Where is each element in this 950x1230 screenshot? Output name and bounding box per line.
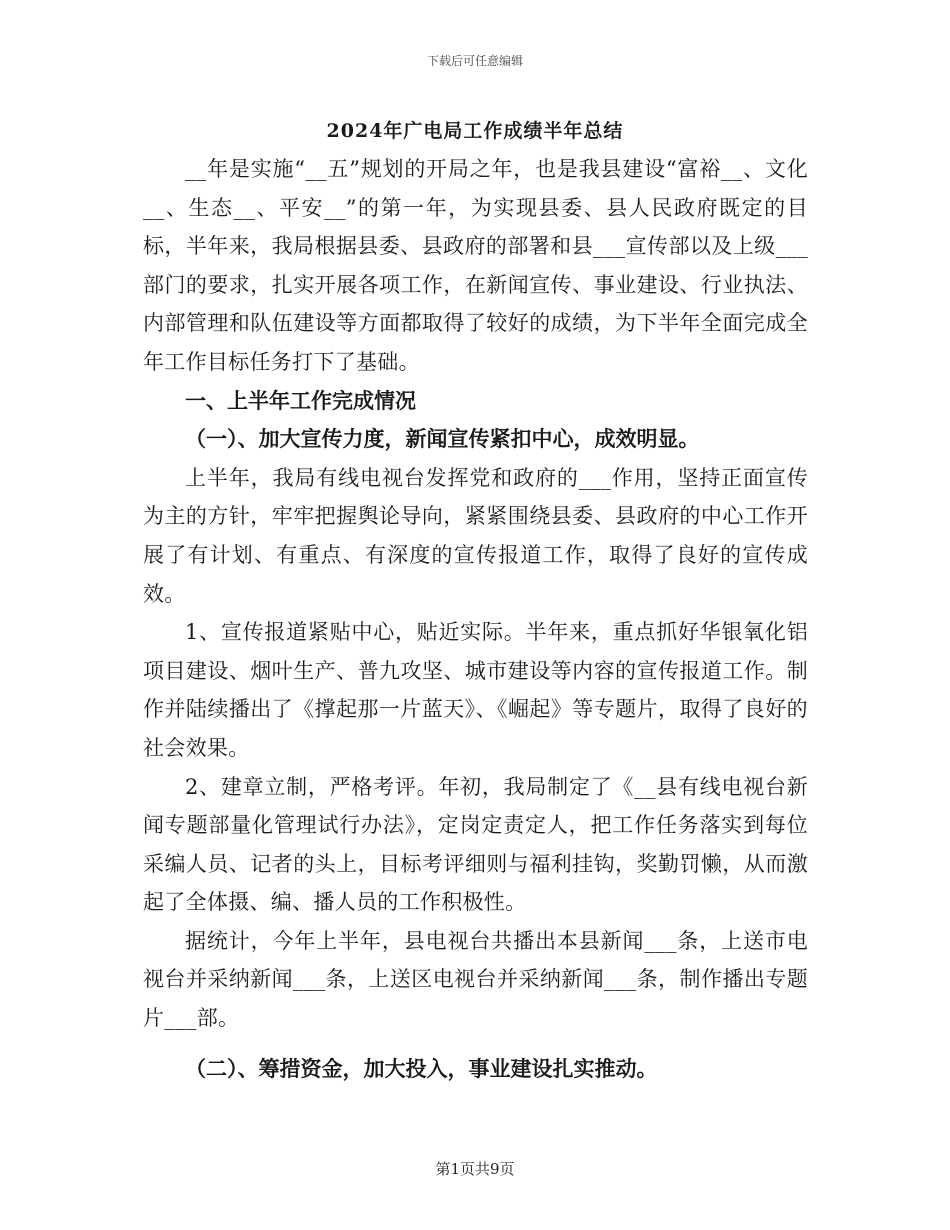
item-2-paragraph: 2、建章立制，严格考评。年初，我局制定了《__县有线电视台新闻专题部量化管理试行办法》，定岗定责定人，把工作任务落实到每位采编人员、记者的头上，目标考评细则与福利挂钩，奖勤罚懒，从而激起了全体摄、编、播人员的工作积极性。 xyxy=(143,774,808,915)
section-heading-1: 一、上半年工作完成情况 xyxy=(185,387,416,413)
item-1-paragraph: 1、宣传报道紧贴中心，贴近实际。半年来，重点抓好华银氧化铝项目建设、烟叶生产、普九攻坚、城市建设等内容的宣传报道工作。制作并陆续播出了《撑起那一片蓝天》、《崛起》等专题片，取得了良好的社会效果。 xyxy=(143,620,808,760)
subsection-1-body: 上半年，我局有线电视台发挥党和政府的___作用，坚持正面宣传为主的方针，牢牢把握舆论导向，紧紧围绕县委、县政府的中心工作开展了有计划、有重点、有深度的宣传报道工作，取得了良好的宣传成效。 xyxy=(143,465,808,606)
header-note: 下载后可任意编辑 xyxy=(426,54,523,68)
document-title: 2024年广电局工作成绩半年总结 xyxy=(326,120,624,142)
document-body xyxy=(143,150,808,1088)
subsection-heading-1: （一）、加大宣传力度，新闻宣传紧扣中心，成效明显。 xyxy=(185,426,700,452)
subsection-heading-2: （二）、筹措资金，加大投入，事业建设扎实推动。 xyxy=(185,1055,658,1081)
page-number: 第1页共9页 xyxy=(435,1160,515,1178)
stats-paragraph: 据统计，今年上半年，县电视台共播出本县新闻___条，上送市电视台并采纳新闻___条，上送区电视台并采纳新闻___条，制作播出专题片___部。 xyxy=(143,928,808,1031)
intro-paragraph: __年是实施“__五”规划的开局之年，也是我县建设“富裕__、文化__、生态__、平安__”的第一年，为实现县委、县人民政府既定的目标，半年来，我局根据县委、县政府的部署和县___宣传部以及上级___部门的要求，扎实开展各项工作，在新闻宣传、事业建设、行业执法、内部管理和队伍建设等方面都取得了较好的成绩，为下半年全面完成全年工作目标任务打下了基础。 xyxy=(143,157,808,374)
